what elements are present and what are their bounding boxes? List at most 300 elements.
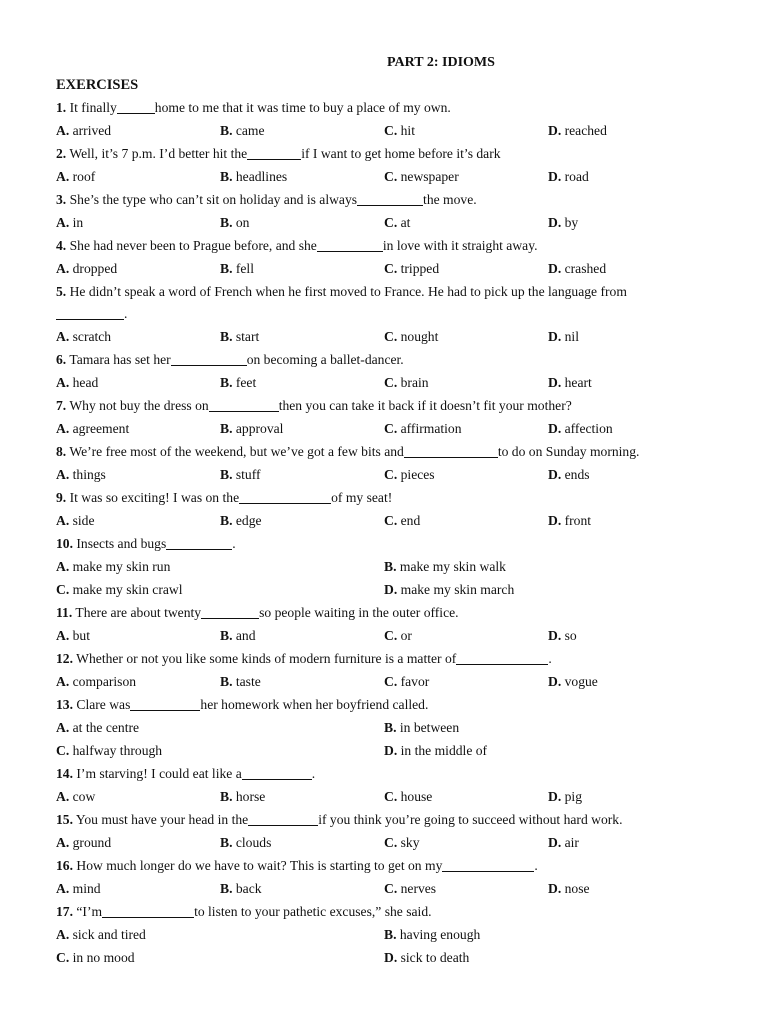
answer-option	[384, 624, 412, 647]
option-letter: A.	[56, 628, 70, 643]
answer-options	[56, 509, 716, 532]
option-text: in between	[396, 720, 460, 735]
option-letter: D.	[384, 743, 398, 758]
answer-blank	[56, 305, 124, 320]
option-text: at	[397, 215, 411, 230]
option-text: favor	[397, 674, 430, 689]
answer-option	[56, 785, 95, 808]
answer-option	[384, 463, 435, 486]
answer-option	[56, 831, 111, 854]
option-text: vogue	[561, 674, 598, 689]
question-text-after: .	[534, 858, 538, 873]
question-text-after: .	[311, 766, 316, 781]
option-text: in the middle of	[397, 743, 488, 758]
section-heading: EXERCISES	[56, 77, 139, 93]
option-text: horse	[232, 789, 266, 804]
question-text-before: There are about twenty	[72, 605, 202, 620]
option-text: scratch	[69, 329, 112, 344]
option-text: by	[561, 215, 579, 230]
answer-option	[56, 211, 83, 234]
question-number: 1.	[56, 100, 67, 115]
answer-blank	[117, 99, 155, 114]
question-number: 3.	[56, 192, 67, 207]
option-text: hit	[397, 123, 415, 138]
option-text: on	[232, 215, 250, 230]
option-text: front	[561, 513, 592, 528]
answer-option	[220, 785, 265, 808]
option-letter: C.	[384, 421, 398, 436]
answer-options	[56, 211, 716, 234]
answer-option	[548, 509, 591, 532]
option-letter: D.	[548, 835, 562, 850]
answer-option	[384, 670, 429, 693]
option-letter: A.	[56, 375, 70, 390]
question-text-before: It finally	[66, 100, 117, 115]
answer-option	[384, 165, 459, 188]
option-letter: B.	[220, 329, 233, 344]
option-text: cow	[69, 789, 96, 804]
option-letter: C.	[384, 789, 398, 804]
answer-blank	[357, 191, 423, 206]
option-letter: D.	[384, 582, 398, 597]
answer-option	[56, 716, 139, 739]
option-text: nose	[561, 881, 590, 896]
answer-blank	[242, 765, 312, 780]
question-text-after: the move.	[423, 192, 477, 207]
question-stem	[56, 234, 716, 257]
answer-option	[56, 877, 101, 900]
question-stem	[56, 900, 716, 923]
answer-option	[548, 371, 592, 394]
option-letter: D.	[548, 421, 562, 436]
option-letter: A.	[56, 789, 70, 804]
question-text-after: so people waiting in the outer office.	[259, 605, 459, 620]
answer-options	[56, 831, 716, 854]
worksheet-page	[56, 52, 716, 969]
option-text: headlines	[232, 169, 288, 184]
option-text: but	[69, 628, 90, 643]
answer-options	[56, 624, 716, 647]
option-text: sick to death	[397, 950, 470, 965]
option-letter: A.	[56, 559, 70, 574]
option-letter: A.	[56, 927, 70, 942]
answer-option	[56, 463, 106, 486]
option-letter: B.	[384, 720, 397, 735]
question-number: 2.	[56, 146, 67, 161]
answer-option	[220, 670, 261, 693]
question-number: 5.	[56, 284, 67, 299]
option-text: approval	[232, 421, 284, 436]
option-letter: B.	[384, 927, 397, 942]
option-letter: A.	[56, 513, 70, 528]
question-stem	[56, 348, 716, 371]
question-text-before: I’m starving! I could eat like a	[73, 766, 242, 781]
answer-blank	[247, 145, 301, 160]
option-letter: D.	[548, 789, 562, 804]
question-number: 10.	[56, 536, 73, 551]
option-letter: B.	[220, 215, 233, 230]
question-stem	[56, 854, 716, 877]
answer-options	[56, 578, 716, 601]
option-text: side	[69, 513, 95, 528]
option-letter: B.	[220, 375, 233, 390]
answer-option	[548, 211, 578, 234]
answer-option	[384, 831, 420, 854]
option-text: comparison	[69, 674, 137, 689]
answer-option	[548, 831, 579, 854]
answer-blank	[201, 604, 259, 619]
option-text: nil	[561, 329, 579, 344]
option-letter: B.	[220, 467, 233, 482]
option-text: nerves	[397, 881, 437, 896]
option-text: roof	[69, 169, 96, 184]
option-letter: A.	[56, 835, 70, 850]
option-letter: C.	[384, 215, 398, 230]
answer-options	[56, 946, 716, 969]
answer-option	[56, 739, 162, 762]
answer-option	[56, 923, 146, 946]
option-letter: D.	[548, 261, 562, 276]
question-text-before: He didn’t speak a word of French when he first moved to France. He had to pick up the language from	[66, 284, 627, 299]
question-number: 14.	[56, 766, 73, 781]
answer-options	[56, 371, 716, 394]
answer-blank	[442, 857, 534, 872]
question-number: 9.	[56, 490, 67, 505]
option-text: end	[397, 513, 421, 528]
answer-blank	[102, 903, 194, 918]
option-letter: A.	[56, 329, 70, 344]
option-letter: A.	[56, 123, 70, 138]
answer-option	[384, 119, 415, 142]
answer-option	[384, 578, 514, 601]
option-text: sick and tired	[69, 927, 146, 942]
answer-options	[56, 877, 716, 900]
question-stem	[56, 693, 716, 716]
option-text: taste	[232, 674, 261, 689]
answer-option	[548, 785, 582, 808]
answer-options	[56, 670, 716, 693]
answer-option	[220, 877, 262, 900]
answer-option	[384, 785, 432, 808]
question-text-before: Whether or not you like some kinds of modern furniture is a matter of	[73, 651, 457, 666]
option-text: affirmation	[397, 421, 462, 436]
question-text-after: to listen to your pathetic excuses,” she said.	[194, 904, 432, 919]
option-text: house	[397, 789, 433, 804]
option-letter: A.	[56, 467, 70, 482]
question-stem	[56, 762, 716, 785]
option-letter: B.	[220, 123, 233, 138]
option-text: in no mood	[69, 950, 135, 965]
question-number: 15.	[56, 812, 73, 827]
option-letter: A.	[56, 720, 70, 735]
answer-option	[384, 325, 438, 348]
option-text: back	[232, 881, 262, 896]
answer-blank	[404, 443, 498, 458]
option-text: make my skin march	[397, 582, 515, 597]
option-text: halfway through	[69, 743, 163, 758]
answer-option	[384, 371, 429, 394]
answer-option	[220, 371, 256, 394]
answer-options	[56, 785, 716, 808]
option-text: pig	[561, 789, 582, 804]
question-text-before: Clare was	[73, 697, 131, 712]
option-text: pieces	[397, 467, 435, 482]
answer-options	[56, 923, 716, 946]
option-letter: A.	[56, 169, 70, 184]
question-stem	[56, 440, 716, 463]
question-text-before: We’re free most of the weekend, but we’ve got a few bits and	[66, 444, 404, 459]
answer-options	[56, 716, 716, 739]
option-text: arrived	[69, 123, 112, 138]
answer-option	[384, 257, 439, 280]
option-letter: C.	[384, 467, 398, 482]
option-text: came	[232, 123, 265, 138]
answer-option	[384, 509, 420, 532]
question-text-after: in love with it straight away.	[382, 238, 538, 253]
question-text-after: if you think you’re going to succeed without hard work.	[318, 812, 623, 827]
option-text: mind	[69, 881, 101, 896]
option-text: edge	[232, 513, 262, 528]
answer-options	[56, 119, 716, 142]
answer-option	[548, 670, 598, 693]
question-text-after: of my seat!	[331, 490, 393, 505]
option-text: things	[69, 467, 106, 482]
option-text: having enough	[396, 927, 481, 942]
option-text: at the centre	[69, 720, 140, 735]
answer-option	[548, 119, 607, 142]
answer-option	[56, 371, 98, 394]
question-stem	[56, 647, 716, 670]
question-stem	[56, 486, 716, 509]
answer-blank	[166, 535, 232, 550]
option-text: or	[397, 628, 412, 643]
answer-option	[220, 509, 262, 532]
answer-blank	[209, 397, 279, 412]
option-text: in	[69, 215, 84, 230]
answer-option	[384, 211, 410, 234]
option-letter: A.	[56, 674, 70, 689]
option-letter: C.	[384, 881, 398, 896]
option-text: dropped	[69, 261, 118, 276]
option-letter: B.	[220, 628, 233, 643]
option-text: reached	[561, 123, 607, 138]
option-text: nought	[397, 329, 439, 344]
option-letter: C.	[384, 674, 398, 689]
answer-option	[548, 624, 577, 647]
answer-option	[56, 509, 95, 532]
option-text: start	[232, 329, 260, 344]
option-letter: C.	[384, 835, 398, 850]
option-letter: B.	[220, 789, 233, 804]
option-letter: B.	[220, 835, 233, 850]
option-letter: C.	[384, 375, 398, 390]
question-text-after: if I want to get home before it’s dark	[301, 146, 501, 161]
question-text-before: Why not buy the dress on	[66, 398, 209, 413]
option-text: make my skin crawl	[69, 582, 183, 597]
answer-option	[548, 257, 606, 280]
answer-option	[220, 119, 265, 142]
answer-blank	[248, 811, 318, 826]
question-number: 16.	[56, 858, 73, 873]
answer-option	[548, 417, 613, 440]
answer-option	[220, 463, 261, 486]
question-text-before: “I’m	[73, 904, 103, 919]
page-title: PART 2: IDIOMS	[387, 55, 495, 70]
answer-options	[56, 555, 716, 578]
answer-option	[548, 463, 590, 486]
option-letter: D.	[548, 881, 562, 896]
answer-option	[220, 417, 283, 440]
option-letter: C.	[384, 513, 398, 528]
option-letter: D.	[548, 215, 562, 230]
option-letter: B.	[384, 559, 397, 574]
answer-options	[56, 417, 716, 440]
option-text: ends	[561, 467, 590, 482]
option-letter: D.	[548, 375, 562, 390]
answer-options	[56, 325, 716, 348]
option-text: agreement	[69, 421, 130, 436]
question-number: 6.	[56, 352, 67, 367]
question-text-before: How much longer do we have to wait? This is starting to get on my	[73, 858, 443, 873]
option-letter: D.	[548, 467, 562, 482]
question-number: 17.	[56, 904, 73, 919]
option-text: ground	[69, 835, 112, 850]
answer-option	[56, 119, 111, 142]
option-text: make my skin walk	[396, 559, 506, 574]
question-stem	[56, 188, 716, 211]
option-text: head	[69, 375, 99, 390]
option-letter: D.	[548, 329, 562, 344]
question-number: 13.	[56, 697, 73, 712]
answer-options	[56, 463, 716, 486]
question-text-before: She’s the type who can’t sit on holiday and is always	[66, 192, 358, 207]
answer-option	[56, 325, 111, 348]
question-stem	[56, 96, 716, 119]
option-text: newspaper	[397, 169, 459, 184]
question-text-after: on becoming a ballet-dancer.	[246, 352, 404, 367]
answer-option	[384, 739, 487, 762]
option-text: make my skin run	[69, 559, 171, 574]
option-letter: C.	[56, 582, 70, 597]
answer-option	[548, 877, 590, 900]
answer-options	[56, 739, 716, 762]
question-number: 12.	[56, 651, 73, 666]
question-text-before: Insects and bugs	[73, 536, 167, 551]
question-number: 8.	[56, 444, 67, 459]
option-text: sky	[397, 835, 420, 850]
question-text-after: .	[232, 536, 236, 551]
option-letter: A.	[56, 881, 70, 896]
answer-option	[384, 877, 436, 900]
answer-option	[56, 578, 182, 601]
answer-option	[220, 325, 259, 348]
answer-option	[56, 257, 117, 280]
question-stem	[56, 601, 716, 624]
option-letter: D.	[548, 513, 562, 528]
option-text: brain	[397, 375, 429, 390]
option-letter: B.	[220, 169, 233, 184]
option-text: crashed	[561, 261, 607, 276]
answer-option	[56, 555, 170, 578]
option-letter: B.	[220, 261, 233, 276]
answer-blank	[171, 351, 247, 366]
option-letter: B.	[220, 881, 233, 896]
question-stem	[56, 394, 716, 417]
question-stem-continued	[56, 303, 716, 325]
option-text: heart	[561, 375, 592, 390]
answer-blank	[456, 650, 548, 665]
option-letter: B.	[220, 674, 233, 689]
option-text: and	[232, 628, 256, 643]
option-letter: C.	[384, 169, 398, 184]
answer-option	[220, 165, 287, 188]
answer-options	[56, 165, 716, 188]
question-number: 7.	[56, 398, 67, 413]
answer-option	[384, 716, 459, 739]
option-letter: A.	[56, 261, 70, 276]
answer-option	[56, 624, 90, 647]
option-letter: C.	[384, 123, 398, 138]
option-letter: C.	[384, 261, 398, 276]
option-letter: C.	[56, 743, 70, 758]
question-text-after: .	[124, 306, 128, 321]
answer-option	[548, 165, 589, 188]
answer-option	[220, 257, 254, 280]
option-letter: C.	[56, 950, 70, 965]
option-letter: D.	[548, 169, 562, 184]
option-text: tripped	[397, 261, 440, 276]
option-text: affection	[561, 421, 613, 436]
answer-option	[56, 417, 129, 440]
option-text: stuff	[232, 467, 261, 482]
question-text-before: Tamara has set her	[66, 352, 171, 367]
answer-blank	[130, 696, 200, 711]
option-letter: D.	[548, 123, 562, 138]
option-letter: D.	[548, 674, 562, 689]
option-letter: D.	[548, 628, 562, 643]
option-letter: B.	[220, 421, 233, 436]
question-number: 4.	[56, 238, 67, 253]
option-text: fell	[232, 261, 254, 276]
question-stem	[56, 280, 716, 303]
question-list	[56, 96, 716, 969]
question-stem	[56, 532, 716, 555]
question-stem	[56, 808, 716, 831]
question-text-before: She had never been to Prague before, and she	[66, 238, 317, 253]
answer-blank	[239, 489, 331, 504]
option-text: so	[561, 628, 577, 643]
option-text: clouds	[232, 835, 272, 850]
answer-option	[56, 165, 95, 188]
question-text-after: .	[548, 651, 552, 666]
question-number: 11.	[56, 605, 73, 620]
answer-option	[548, 325, 579, 348]
answer-option	[220, 211, 249, 234]
option-letter: C.	[384, 329, 398, 344]
answer-options	[56, 257, 716, 280]
question-stem	[56, 142, 716, 165]
question-text-after: to do on Sunday morning.	[497, 444, 640, 459]
option-letter: D.	[384, 950, 398, 965]
option-letter: C.	[384, 628, 398, 643]
answer-blank	[317, 237, 383, 252]
answer-option	[56, 946, 135, 969]
option-letter: A.	[56, 215, 70, 230]
option-letter: B.	[220, 513, 233, 528]
question-text-before: Well, it’s 7 p.m. I’d better hit the	[66, 146, 248, 161]
answer-option	[384, 555, 506, 578]
question-text-after: then you can take it back if it doesn’t fit your mother?	[278, 398, 572, 413]
